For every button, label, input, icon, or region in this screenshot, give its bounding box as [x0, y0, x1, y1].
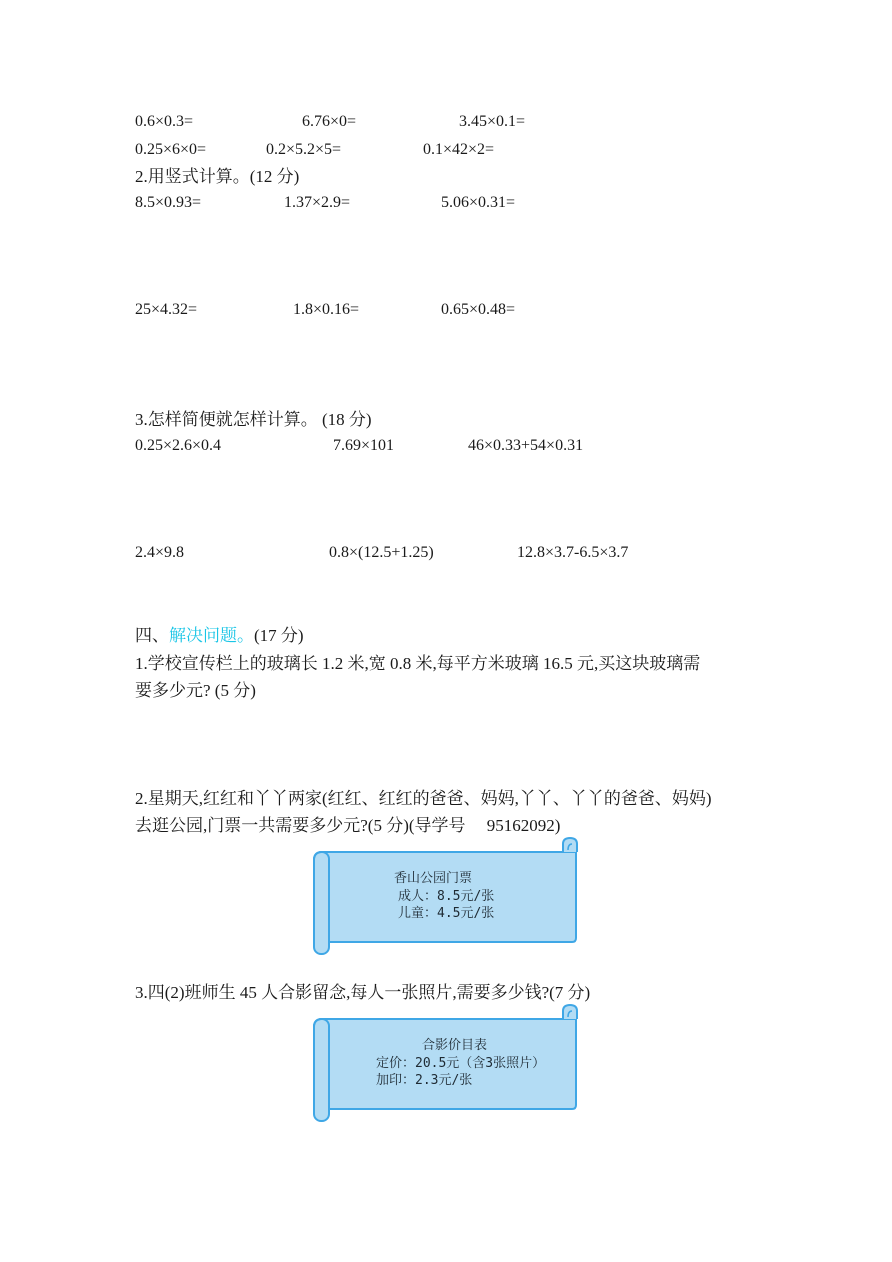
- section3-r2-b: 0.8×(12.5+1.25): [329, 544, 434, 561]
- calc1-r1-a: 0.6×0.3=: [135, 113, 194, 130]
- section3-title: 3.怎样简便就怎样计算。 (18 分): [135, 410, 372, 429]
- section2-r2-b: 1.8×0.16=: [293, 301, 360, 318]
- q2-line1: 2.星期天,红红和丫丫两家(红红、红红的爸爸、妈妈,丫丫、丫丫的爸爸、妈妈): [135, 789, 712, 808]
- section2-r1-b: 1.37×2.9=: [284, 194, 351, 211]
- calc1-r1-c: 3.45×0.1=: [459, 113, 526, 130]
- ticket-title: 香山公园门票: [394, 871, 473, 886]
- section3-r1-b: 7.69×101: [333, 437, 395, 454]
- price-list-title: 合影价目表: [422, 1038, 488, 1053]
- section4-title: 解决问题。: [169, 626, 254, 645]
- calc1-r2-c: 0.1×42×2=: [423, 141, 495, 158]
- section2-r2-c: 0.65×0.48=: [441, 301, 516, 318]
- price-list-extra: 加印：2.3元/张: [376, 1073, 473, 1088]
- section2-r1-a: 8.5×0.93=: [135, 194, 202, 211]
- q1-line2: 要多少元? (5 分): [135, 681, 256, 700]
- ticket-adult-price: 成人：8.5元/张: [398, 889, 495, 904]
- section4-score: (17 分): [254, 626, 304, 645]
- section3-r2-c: 12.8×3.7-6.5×3.7: [517, 544, 629, 561]
- section2-title: 2.用竖式计算。(12 分): [135, 167, 300, 186]
- calc1-r2-a: 0.25×6×0=: [135, 141, 207, 158]
- ticket-child-price: 儿童：4.5元/张: [398, 906, 495, 921]
- section2-r1-c: 5.06×0.31=: [441, 194, 516, 211]
- ticket-scroll: [310, 836, 582, 958]
- section4-heading: [135, 626, 304, 646]
- section3-r1-c: 46×0.33+54×0.31: [468, 437, 584, 454]
- calc1-r2-b: 0.2×5.2×5=: [266, 141, 342, 158]
- q2-line2: 去逛公园,门票一共需要多少元?(5 分)(导学号 95162092): [135, 816, 561, 835]
- section4-prefix: 四、: [135, 626, 169, 645]
- q1-line1: 1.学校宣传栏上的玻璃长 1.2 米,宽 0.8 米,每平方米玻璃 16.5 元,买这块玻璃需: [135, 654, 701, 673]
- price-list-price: 定价：20.5元（含3张照片）: [376, 1056, 546, 1071]
- calc1-r1-b: 6.76×0=: [302, 113, 357, 130]
- q3-line1: 3.四(2)班师生 45 人合影留念,每人一张照片,需要多少钱?(7 分): [135, 983, 591, 1002]
- section3-r2-a: 2.4×9.8: [135, 544, 185, 561]
- section3-r1-a: 0.25×2.6×0.4: [135, 437, 222, 454]
- section2-r2-a: 25×4.32=: [135, 301, 198, 318]
- price-list-scroll: [310, 1003, 582, 1125]
